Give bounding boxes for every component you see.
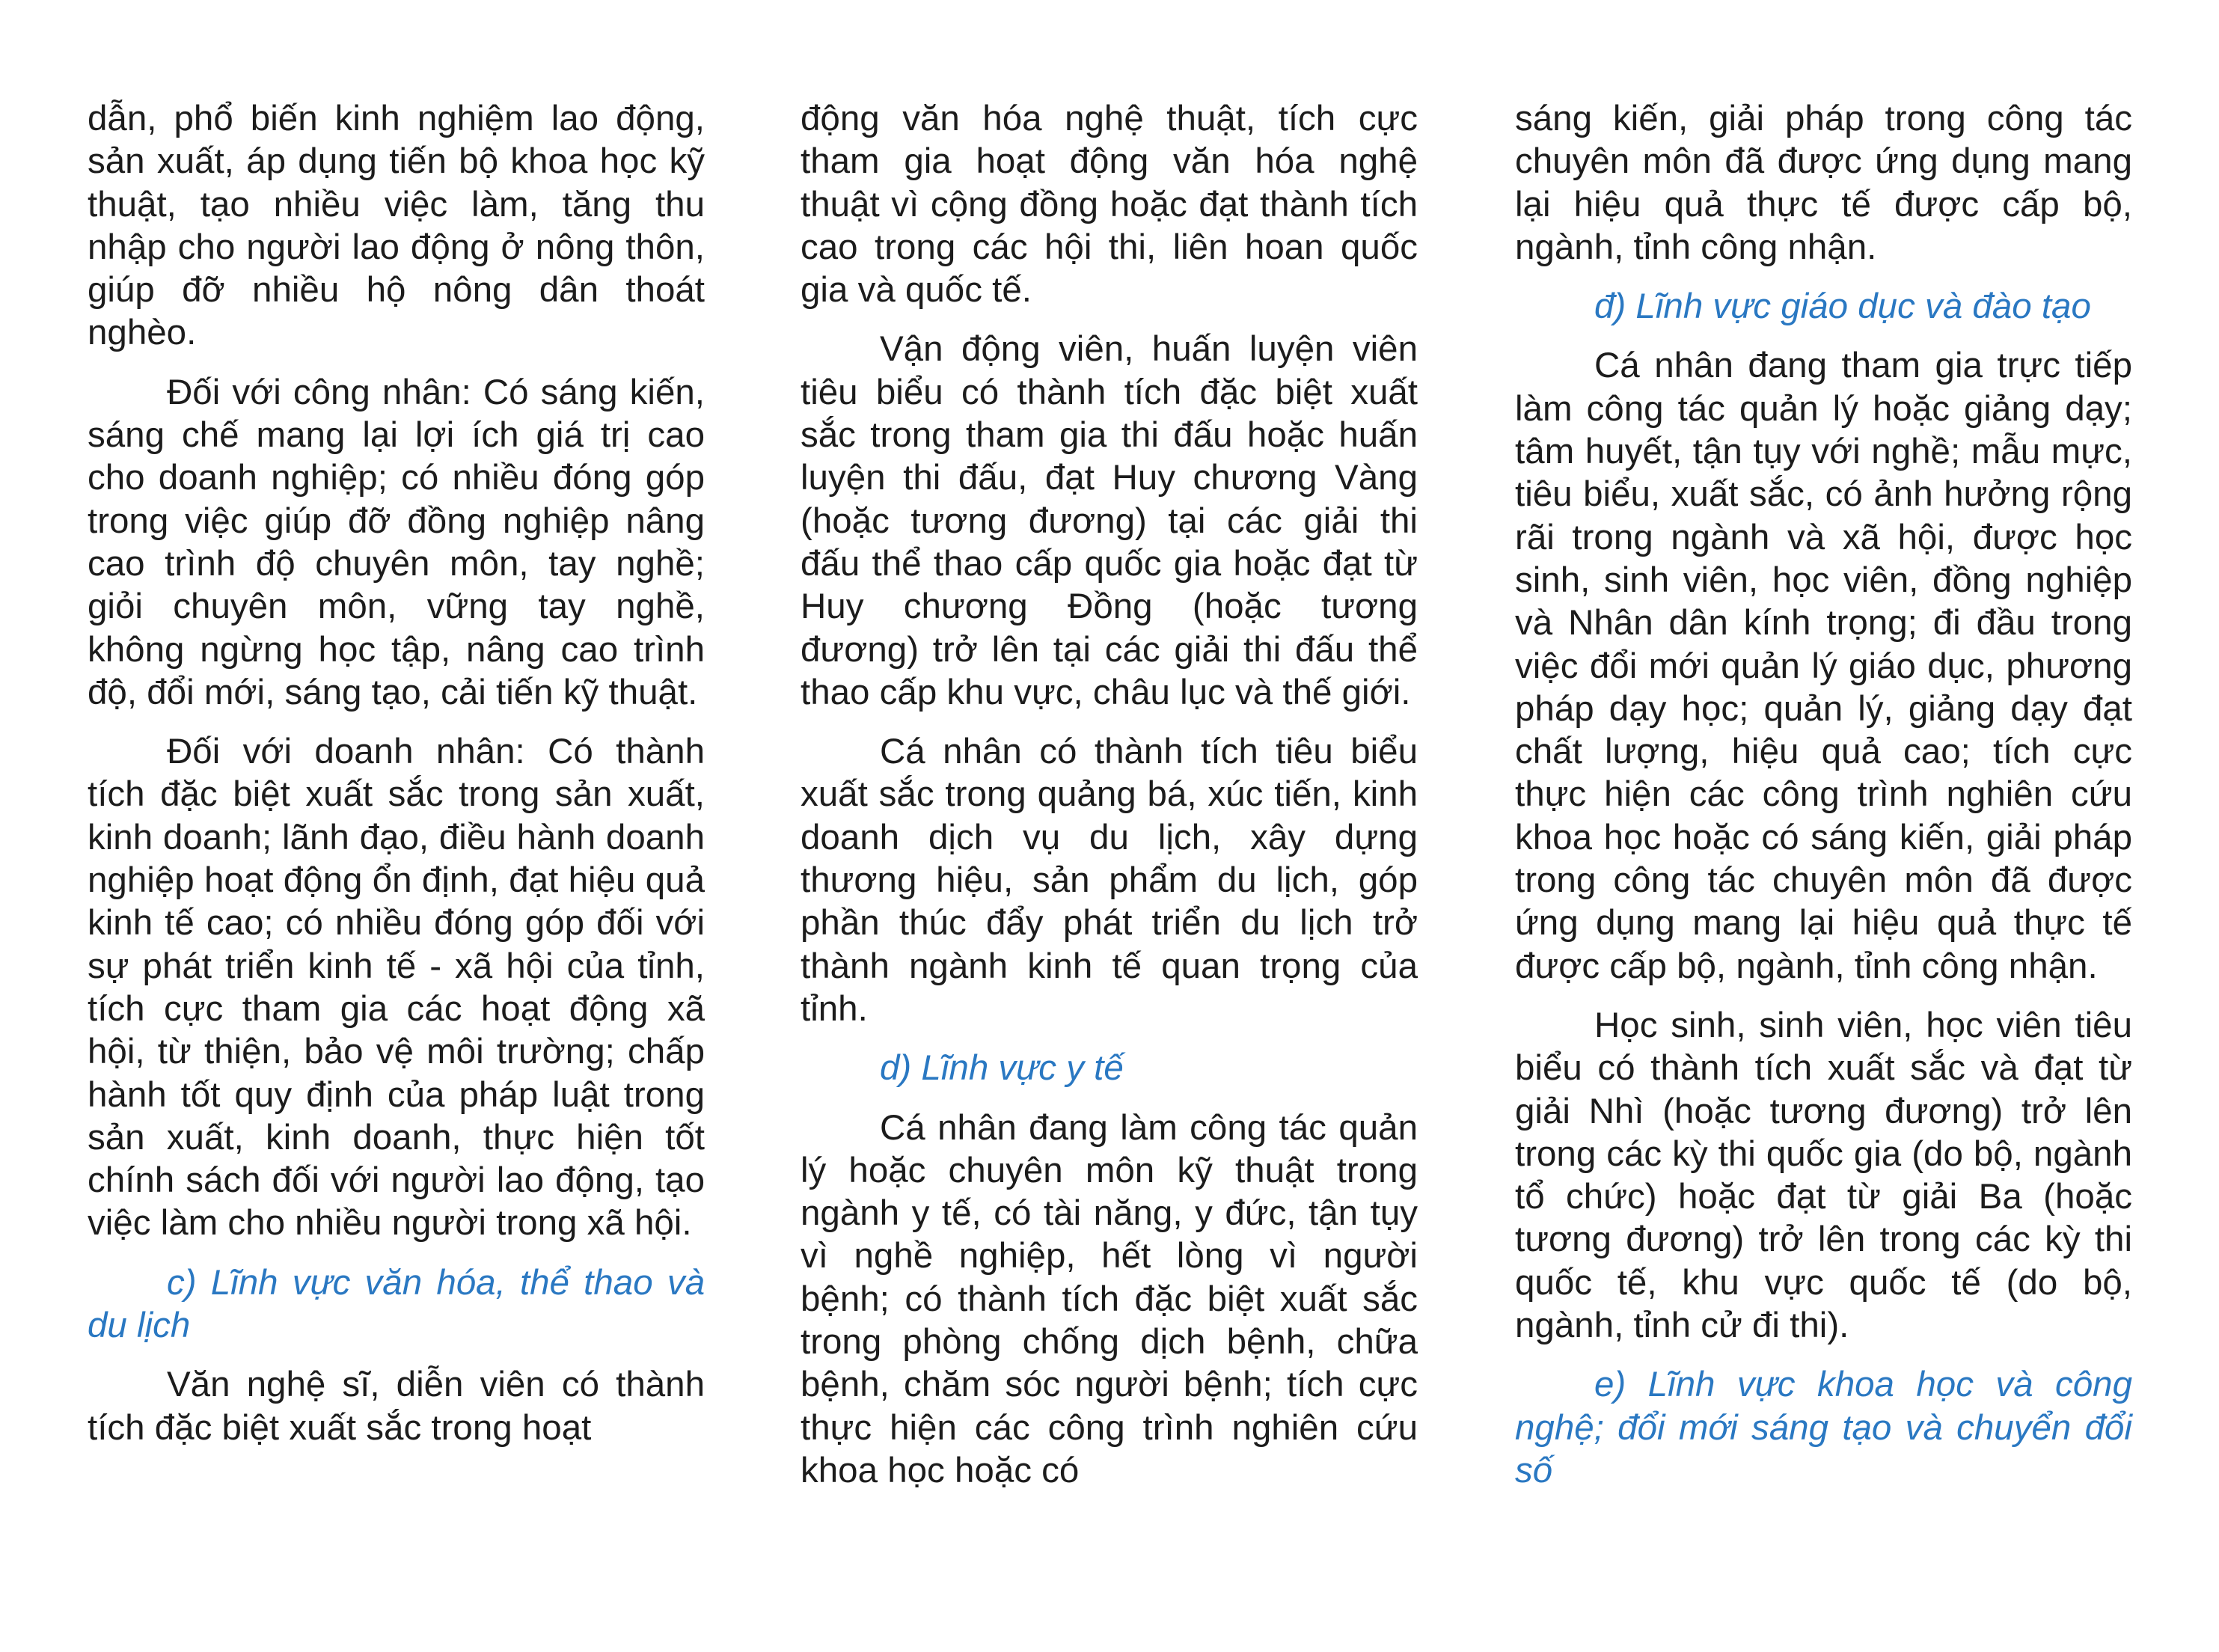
- paragraph: Đối với doanh nhân: Có thành tích đặc biệt xuất sắc trong sản xuất, kinh doanh; lãnh đạo, điều hành doanh nghiệp hoạt động ổn định, đạt hiệu quả kinh tế cao; có nhiều đóng góp đối với sự phát triển kinh tế - xã hội của tỉnh, tích cực tham gia các hoạt động xã hội, từ thiện, bảo vệ môi trường; chấp hành tốt quy định của pháp luật trong sản xuất, kinh doanh, thực hiện tốt chính sách đối với người lao động, tạo việc làm cho nhiều người trong xã hội.: [88, 732, 705, 1243]
- paragraph: động văn hóa nghệ thuật, tích cực tham gia hoạt động văn hóa nghệ thuật vì cộng đồng hoặc đạt thành tích cao trong các hội thi, liên hoan quốc gia và quốc tế.: [801, 99, 1418, 310]
- section-heading: c) Lĩnh vực văn hóa, thể thao và du lịch: [88, 1262, 705, 1346]
- paragraph: Cá nhân đang tham gia trực tiếp làm công tác quản lý hoặc giảng dạy; tâm huyết, tận tụy với nghề; mẫu mực, tiêu biểu, xuất sắc, có ảnh hưởng rộng rãi trong ngành và xã hội, được học sinh, sinh viên, học viên, đồng nghiệp và Nhân dân kính trọng; đi đầu trong việc đổi mới quản lý giáo dục, phương pháp dạy học; quản lý, giảng dạy đạt chất lượng, hiệu quả cao; tích cực thực hiện các công trình nghiên cứu khoa học hoặc có sáng kiến, giải pháp trong công tác chuyên môn đã được ứng dụng mang lại hiệu quả thực tế được cấp bộ, ngành, tỉnh công nhận.: [1515, 346, 2132, 986]
- paragraph: dẫn, phổ biến kinh nghiệm lao động, sản xuất, áp dụng tiến bộ khoa học kỹ thuật, tạo nhiều việc làm, tăng thu nhập cho người lao động ở nông thôn, giúp đỡ nhiều hộ nông dân thoát nghèo.: [88, 99, 705, 353]
- paragraph: sáng kiến, giải pháp trong công tác chuyên môn đã được ứng dụng mang lại hiệu quả thực tế được cấp bộ, ngành, tỉnh công nhận.: [1515, 99, 2132, 267]
- paragraph: Đối với công nhân: Có sáng kiến, sáng chế mang lại lợi ích giá trị cao cho doanh nghiệp; có nhiều đóng góp trong việc giúp đỡ đồng nghiệp nâng cao trình độ chuyên môn, tay nghề; giỏi chuyên môn, vững tay nghề, không ngừng học tập, nâng cao trình độ, đổi mới, sáng tạo, cải tiến kỹ thuật.: [88, 372, 705, 712]
- text-column-right: [1515, 97, 2132, 1508]
- section-heading: đ) Lĩnh vực giáo dục và đào tạo: [1594, 287, 2091, 327]
- section-heading: d) Lĩnh vực y tế: [880, 1048, 1124, 1089]
- paragraph: Học sinh, sinh viên, học viên tiêu biểu có thành tích xuất sắc và đạt từ giải Nhì (hoặc tương đương) trở lên trong các kỳ thi quốc gia (do bộ, ngành tổ chức) hoặc đạt từ giải Ba (hoặc tương đương) trở lên trong các kỳ thi quốc tế, khu vực quốc tế (do bộ, ngành, tỉnh cử đi thi).: [1515, 1005, 2132, 1346]
- text-column-middle: [801, 97, 1418, 1508]
- paragraph: Cá nhân đang làm công tác quản lý hoặc chuyên môn kỹ thuật trong ngành y tế, có tài năng, y đức, tận tụy vì nghề nghiệp, hết lòng vì người bệnh; có thành tích đặc biệt xuất sắc trong phòng chống dịch bệnh, chữa bệnh, chăm sóc người bệnh; tích cực thực hiện các công trình nghiên cứu khoa học hoặc có: [801, 1107, 1418, 1490]
- paragraph: Văn nghệ sĩ, diễn viên có thành tích đặc biệt xuất sắc trong hoạt: [88, 1365, 705, 1448]
- text-column-left: [88, 97, 705, 1466]
- section-heading: e) Lĩnh vực khoa học và công nghệ; đổi mới sáng tạo và chuyển đổi số: [1515, 1365, 2132, 1490]
- paragraph: Cá nhân có thành tích tiêu biểu xuất sắc trong quảng bá, xúc tiến, kinh doanh dịch vụ du lịch, xây dựng thương hiệu, sản phẩm du lịch, góp phần thúc đẩy phát triển du lịch trở thành ngành kinh tế quan trọng của tỉnh.: [801, 732, 1418, 1029]
- paragraph: Vận động viên, huấn luyện viên tiêu biểu có thành tích đặc biệt xuất sắc trong tham gia thi đấu hoặc huấn luyện thi đấu, đạt Huy chương Vàng (hoặc tương đương) tại các giải thi đấu thể thao cấp quốc gia hoặc đạt từ Huy chương Đồng (hoặc tương đương) trở lên tại các giải thi đấu thể thao cấp khu vực, châu lục và thế giới.: [801, 329, 1418, 712]
